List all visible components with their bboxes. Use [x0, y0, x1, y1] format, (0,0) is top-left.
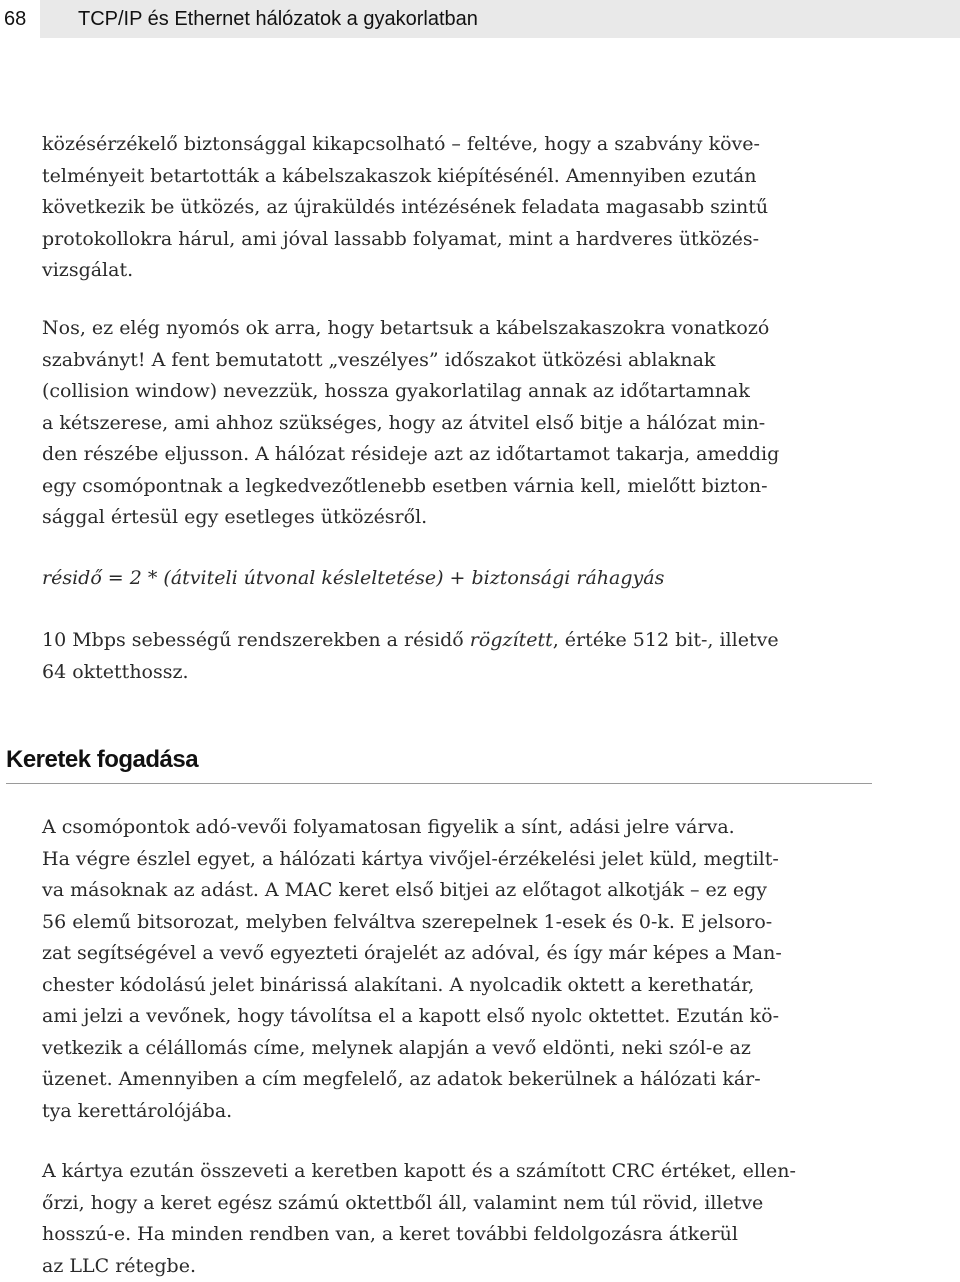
- paragraph-5: [42, 1156, 872, 1282]
- text-line: tya kerettárolójába.: [42, 1096, 872, 1128]
- text-line: egy csomópontnak a legkedvezőtlenebb esetben várnia kell, mielőtt bizton-: [42, 471, 872, 503]
- formula: résidő = 2 * (átviteli útvonal késleltetése) + biztonsági ráhagyás: [42, 563, 664, 594]
- text-line: zat segítségével a vevő egyezteti órajelét az adóval, és így már képes a Man-: [42, 938, 872, 970]
- text-line: sággal értesül egy esetleges ütközésről.: [42, 502, 872, 534]
- section-divider: [6, 783, 872, 784]
- running-title: TCP/IP és Ethernet hálózatok a gyakorlatban: [78, 0, 478, 38]
- text-line: A csomópontok adó-vevői folyamatosan figyelik a sínt, adási jelre várva.: [42, 812, 872, 844]
- text-line: üzenet. Amennyiben a cím megfelelő, az adatok bekerülnek a hálózati kár-: [42, 1064, 872, 1096]
- text-line: közésérzékelő biztonsággal kikapcsolható – feltéve, hogy a szabvány köve-: [42, 129, 872, 161]
- text-fragment: , értéke 512 bit-, illetve: [553, 629, 779, 651]
- text-line: den részébe eljusson. A hálózat résideje azt az időtartamot takarja, ameddig: [42, 439, 872, 471]
- section-heading: Keretek fogadása: [6, 746, 198, 774]
- text-line: 64 oktetthossz.: [42, 657, 872, 689]
- text-line: protokollokra hárul, ami jóval lassabb folyamat, mint a hardveres ütközés-: [42, 224, 872, 256]
- text-line: [42, 625, 872, 657]
- text-line: Nos, ez elég nyomós ok arra, hogy betartsuk a kábelszakaszokra vonatkozó: [42, 313, 872, 345]
- text-line: 56 elemű bitsorozat, melyben felváltva szerepelnek 1-esek és 0-k. E jelsoro-: [42, 907, 872, 939]
- text-line: telményeit betartották a kábelszakaszok kiépítésénél. Amennyiben ezután: [42, 161, 872, 193]
- text-line: szabványt! A fent bemutatott „veszélyes” időszakot ütközési ablaknak: [42, 345, 872, 377]
- text-line: ami jelzi a vevőnek, hogy távolítsa el a kapott első nyolc oktettet. Ezután kö-: [42, 1001, 872, 1033]
- text-line: (collision window) nevezzük, hossza gyakorlatilag annak az időtartamnak: [42, 376, 872, 408]
- text-line: hosszú-e. Ha minden rendben van, a keret további feldolgozásra átkerül: [42, 1219, 872, 1251]
- text-line: a kétszerese, ami ahhoz szükséges, hogy az átvitel első bitje a hálózat min-: [42, 408, 872, 440]
- paragraph-1: [42, 129, 872, 287]
- text-line: vizsgálat.: [42, 255, 872, 287]
- page-number: 68: [0, 0, 40, 38]
- page-header: [0, 0, 960, 38]
- paragraph-2: [42, 313, 872, 534]
- paragraph-3: [42, 625, 872, 688]
- text-line: vetkezik a célállomás címe, melynek alapján a vevő eldönti, neki szól-e az: [42, 1033, 872, 1065]
- text-line: va másoknak az adást. A MAC keret első bitjei az előtagot alkotják – ez egy: [42, 875, 872, 907]
- text-line: őrzi, hogy a keret egész számú oktettből áll, valamint nem túl rövid, illetve: [42, 1188, 872, 1220]
- text-line: chester kódolású jelet binárissá alakítani. A nyolcadik oktett a kerethatár,: [42, 970, 872, 1002]
- emphasis: rögzített: [470, 629, 553, 651]
- paragraph-4: [42, 812, 872, 1127]
- text-line: következik be ütközés, az újraküldés intézésének feladata magasabb szintű: [42, 192, 872, 224]
- text-line: az LLC rétegbe.: [42, 1251, 872, 1282]
- text-line: A kártya ezután összeveti a keretben kapott és a számított CRC értéket, ellen-: [42, 1156, 872, 1188]
- text-line: Ha végre észlel egyet, a hálózati kártya vivőjel-érzékelési jelet küld, megtilt-: [42, 844, 872, 876]
- text-fragment: 10 Mbps sebességű rendszerekben a résidő: [42, 629, 470, 651]
